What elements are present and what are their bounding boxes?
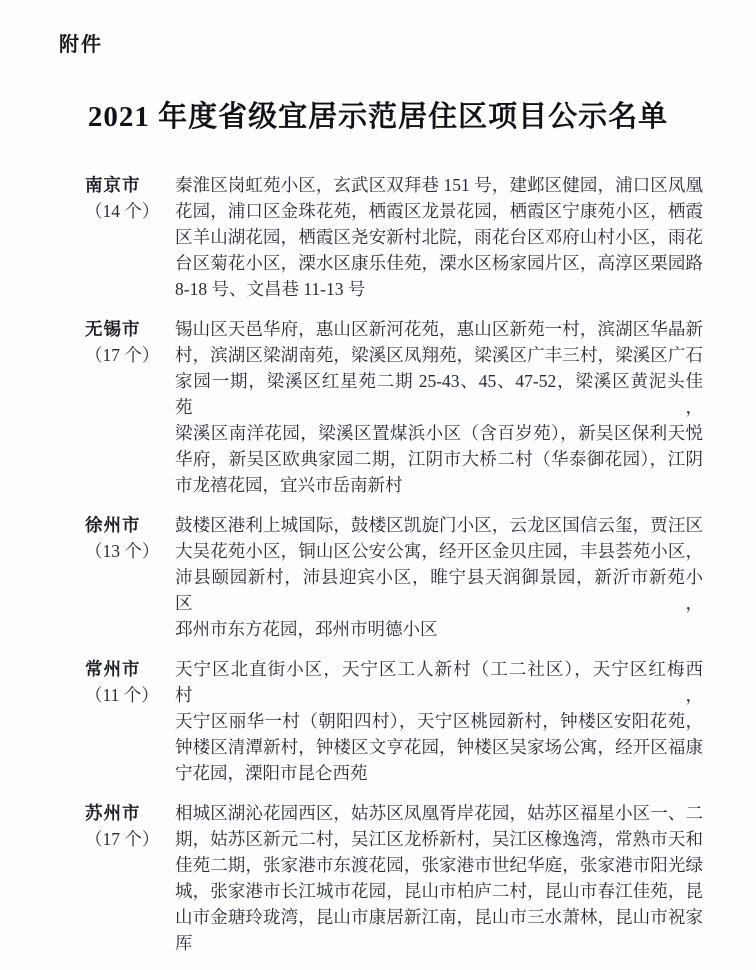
project-line: 期，姑苏区新元二村，吴江区龙桥新村，吴江区橡逸湾，常熟市天和	[175, 829, 703, 849]
project-line: 厍	[175, 933, 193, 953]
section-nanjing	[85, 172, 710, 302]
project-list	[175, 172, 703, 302]
project-line: 佳苑二期，张家港市东渡花园，张家港市世纪华庭，张家港市阳光绿	[175, 855, 703, 875]
section-label	[85, 172, 175, 224]
project-line: 鼓楼区港利上城国际，鼓楼区凯旋门小区，云龙区国信云玺，贾汪区	[175, 515, 703, 535]
project-line: 秦淮区岗虹苑小区，玄武区双拜巷 151 号，建邺区健园，浦口区凤凰	[175, 175, 703, 195]
city-name: 无锡市	[85, 319, 141, 339]
project-line: 相城区湖沁花园西区，姑苏区凤凰胥岸花园，姑苏区福星小区一、二	[175, 803, 703, 823]
project-list	[175, 800, 703, 956]
project-line: 钟楼区清潭新村，钟楼区文亨花园，钟楼区吴家场公寓，经开区福康	[175, 737, 703, 757]
project-line: 市龙禧花园，宜兴市岳南新村	[175, 475, 403, 495]
project-line: 家园一期，梁溪区红星苑二期 25-43、45、47-52，梁溪区黄泥头佳苑，	[175, 371, 703, 417]
section-label	[85, 656, 175, 708]
section-label	[85, 316, 175, 368]
project-line: 大吴花苑小区，铜山区公安公寓，经开区金贝庄园，丰县荟苑小区，	[175, 541, 703, 561]
project-line: 沛县颐园新村，沛县迎宾小区，睢宁县天润御景园，新沂市新苑小区，	[175, 567, 703, 613]
project-list	[175, 316, 703, 498]
city-count: （17 个）	[85, 829, 160, 849]
project-list	[175, 656, 703, 786]
project-line: 村，滨湖区梁湖南苑，梁溪区凤翔苑，梁溪区广丰三村，梁溪区广石	[175, 345, 703, 365]
project-line: 区羊山湖花园，栖霞区尧安新村北院，雨花台区邓府山村小区，雨花	[175, 227, 703, 247]
city-name: 南京市	[85, 175, 141, 195]
project-line: 天宁区北直街小区，天宁区工人新村（工二社区），天宁区红梅西村，	[175, 659, 703, 705]
section-label	[85, 512, 175, 564]
section-changzhou	[85, 656, 710, 786]
project-line: 8-18 号、文昌巷 11-13 号	[175, 279, 366, 299]
city-sections-list	[85, 172, 710, 970]
project-line: 华府，新吴区欧典家园二期，江阴市大桥二村（华泰御花园），江阴	[175, 449, 703, 469]
city-count: （11 个）	[85, 685, 159, 705]
attachment-label: 附件	[59, 34, 103, 56]
city-name: 常州市	[85, 659, 141, 679]
project-line: 城，张家港市长江城市花园，昆山市柏庐二村，昆山市春江佳苑，昆	[175, 881, 703, 901]
project-line: 台区菊花小区，溧水区康乐佳苑，溧水区杨家园片区，高淳区栗园路	[175, 253, 703, 273]
project-list	[175, 512, 703, 642]
city-count: （13 个）	[85, 541, 160, 561]
section-label	[85, 800, 175, 852]
project-line: 梁溪区南洋花园，梁溪区置煤浜小区（含百岁苑），新吴区保利天悦	[175, 423, 703, 443]
project-line: 天宁区丽华一村（朝阳四村），天宁区桃园新村，钟楼区安阳花苑，	[175, 711, 703, 731]
city-count: （17 个）	[85, 345, 160, 365]
section-xuzhou	[85, 512, 710, 642]
section-wuxi	[85, 316, 710, 498]
city-count: （14 个）	[85, 201, 160, 221]
city-name: 苏州市	[85, 803, 141, 823]
project-line: 山市金瑭玲珑湾，昆山市康居新江南，昆山市三水萧林，昆山市祝家	[175, 907, 703, 927]
city-name: 徐州市	[85, 515, 141, 535]
project-line: 宁花园，溧阳市昆仑西苑	[175, 763, 368, 783]
project-line: 花园，浦口区金珠花苑，栖霞区龙景花园，栖霞区宁康苑小区，栖霞	[175, 201, 703, 221]
document-title: 2021 年度省级宜居示范居住区项目公示名单	[87, 101, 669, 133]
section-suzhou	[85, 800, 710, 956]
project-line: 邳州市东方花园，邳州市明德小区	[175, 619, 438, 639]
project-line: 锡山区天邑华府，惠山区新河花苑，惠山区新苑一村，滨湖区华晶新	[175, 319, 703, 339]
